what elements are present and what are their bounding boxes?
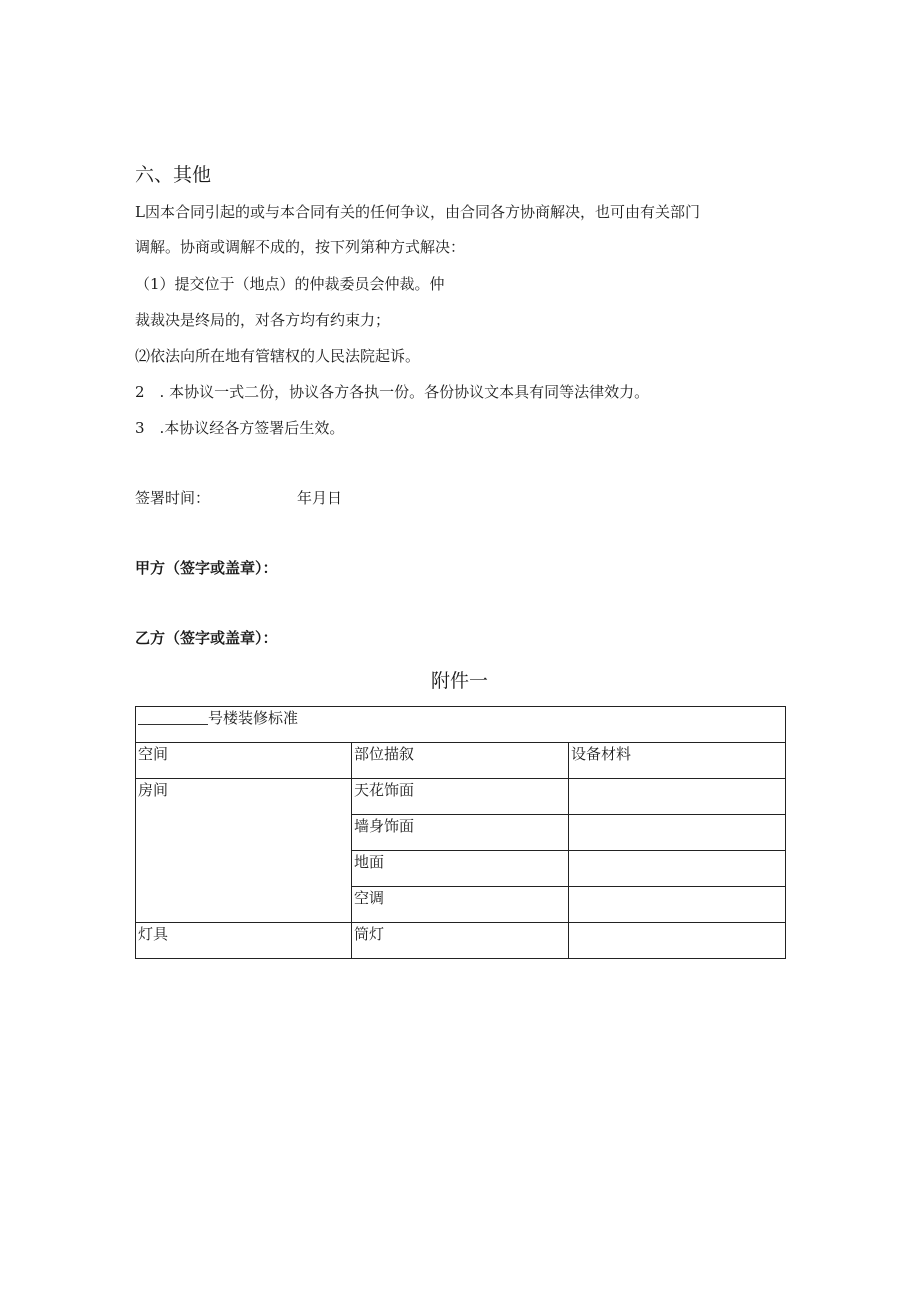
signing-date: 年月日	[297, 489, 343, 507]
material-cell	[569, 851, 786, 887]
material-cell	[569, 815, 786, 851]
paragraph-line: L因本合同引起的或与本合同有关的任何争议，由合同各方协商解决，也可由有关部门	[135, 203, 700, 221]
paragraph-line: ⑵依法向所在地有管辖权的人民法院起诉。	[135, 347, 421, 365]
attachment-title: 附件一	[431, 670, 489, 692]
space-cell: 灯具	[136, 923, 352, 959]
column-header: 部位描叙	[352, 743, 569, 779]
part-cell: 地面	[352, 851, 569, 887]
material-cell	[569, 779, 786, 815]
table-row	[136, 779, 786, 815]
paragraph-line: 3 .本协议经各方签署后生效。	[135, 419, 345, 437]
party-a-signature: 甲方（签字或盖章）：	[135, 559, 278, 577]
part-cell: 天花饰面	[352, 779, 569, 815]
table-header-row	[136, 743, 786, 779]
paragraph-line: 调解。协商或调解不成的，按下列第种方式解决：	[135, 238, 466, 256]
part-cell: 墙身饰面	[352, 815, 569, 851]
table-title-row	[136, 707, 786, 743]
paragraph-line: 2 . 本协议一式二份，协议各方各执一份。各份协议文本具有同等法律效力。	[135, 383, 650, 401]
part-cell: 空调	[352, 887, 569, 923]
column-header: 空间	[136, 743, 352, 779]
attachment-table	[135, 706, 786, 959]
table-row	[136, 923, 786, 959]
table-title-cell	[136, 707, 786, 743]
party-b-signature: 乙方（签字或盖章）：	[135, 629, 278, 647]
paragraph-line: 裁裁决是终局的，对各方均有约束力；	[135, 311, 391, 329]
section-heading: 六、其他	[135, 164, 212, 186]
material-cell	[569, 923, 786, 959]
column-header: 设备材料	[569, 743, 786, 779]
signing-time-label: 签署时间：	[135, 489, 211, 507]
part-cell: 筒灯	[352, 923, 569, 959]
table-title: 号楼装修标准	[208, 709, 299, 727]
building-number-blank	[138, 708, 208, 725]
material-cell	[569, 887, 786, 923]
paragraph-line: （1）提交位于（地点）的仲裁委员会仲裁。仲	[135, 275, 445, 293]
space-cell: 房间	[136, 779, 352, 923]
